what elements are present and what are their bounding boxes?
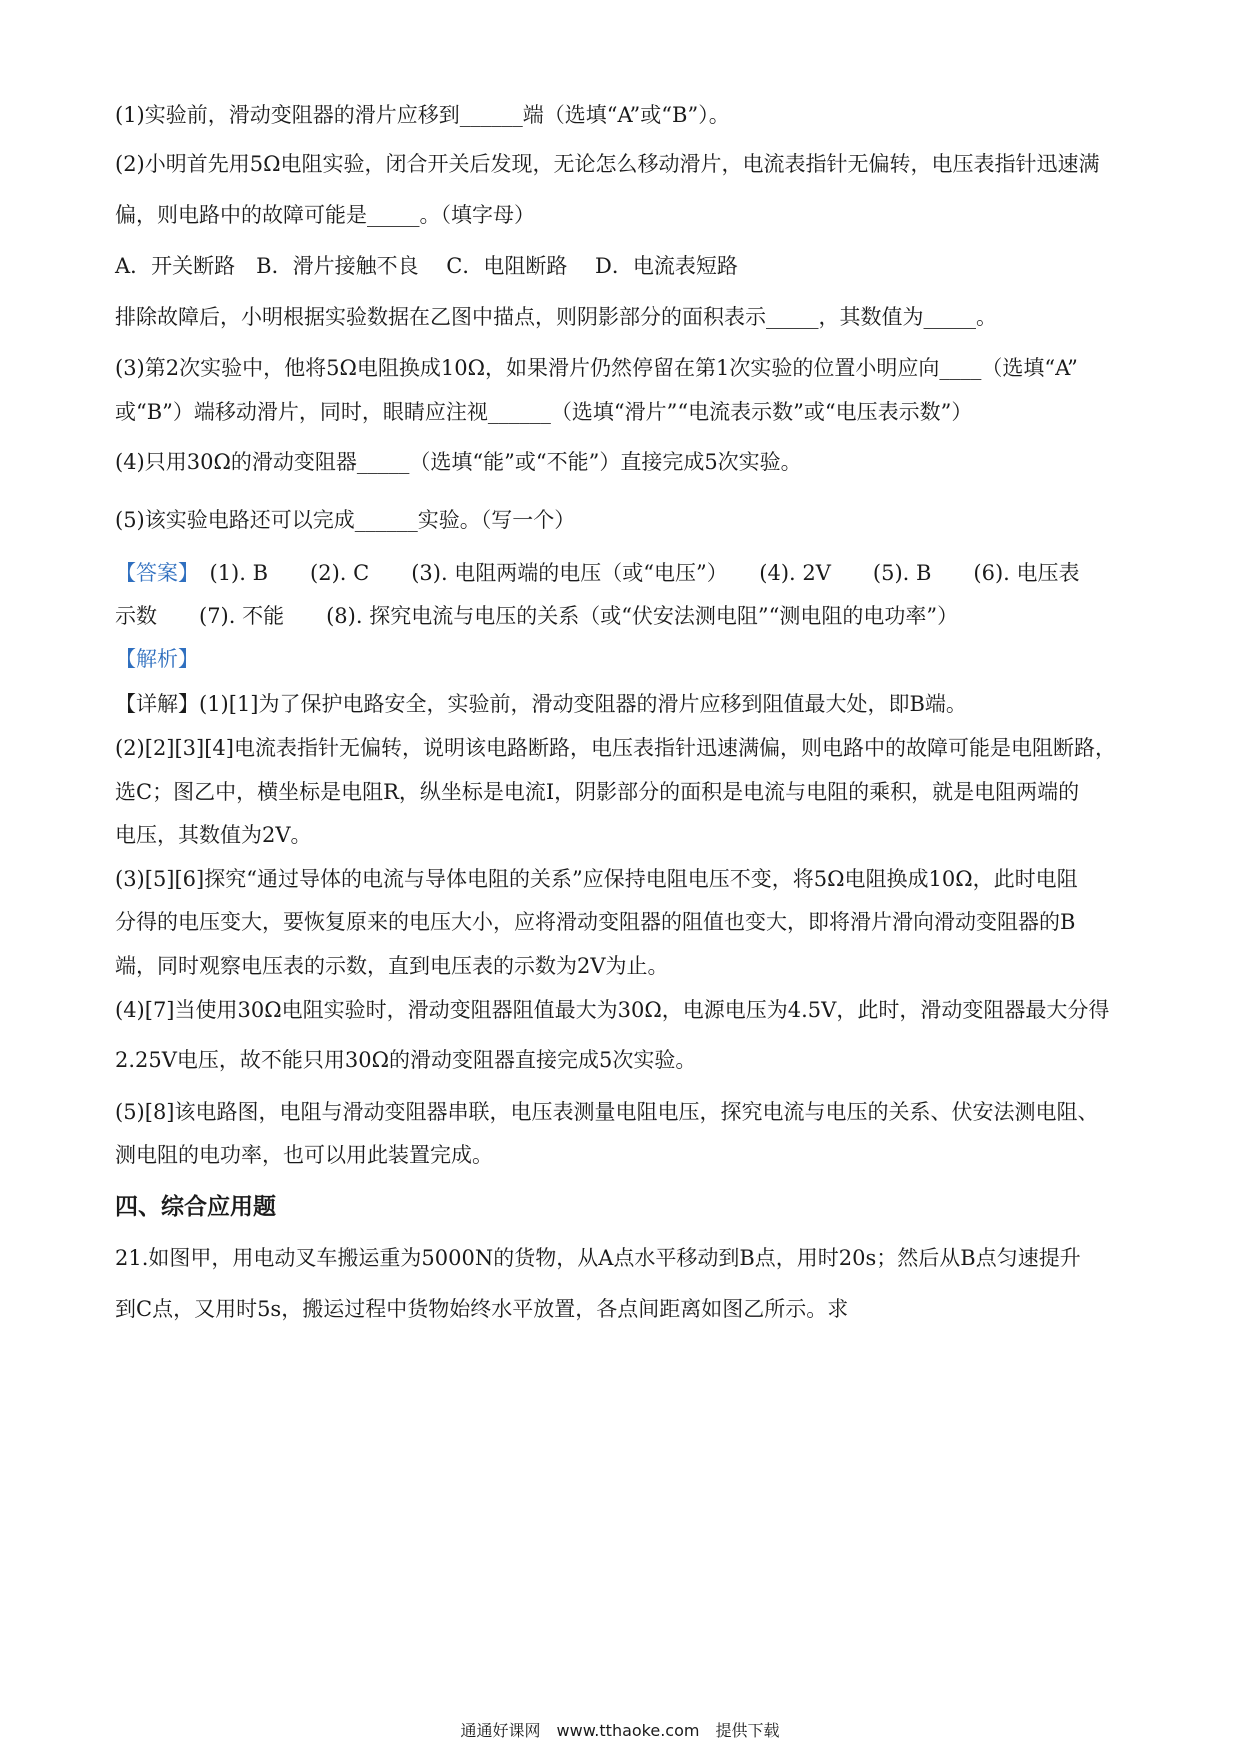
answer-line-2: 示数 (7). 不能 (8). 探究电流与电压的关系（或“伏安法测电阻”“测电阻的电功率”）: [115, 604, 959, 628]
question-part-3-line-1: (3)第2次实验中，他将5Ω电阻换成10Ω，如果滑片仍然停留在第1次实验的位置小明应向____（选填“A”: [115, 356, 1078, 380]
question-part-4: (4)只用30Ω的滑动变阻器_____（选填“能”或“不能”）直接完成5次实验。: [115, 450, 802, 474]
detail-line-11: 测电阻的电功率，也可以用此装置完成。: [115, 1143, 493, 1167]
detail-label: 【详解】: [115, 692, 199, 716]
detail-line-8: (4)[7]当使用30Ω电阻实验时，滑动变阻器阻值最大为30Ω，电源电压为4.5V，此时，滑动变阻器最大分得: [115, 998, 1110, 1022]
detail-line-3: 选C；图乙中，横坐标是电阻R，纵坐标是电流I，阴影部分的面积是电流与电阻的乘积，就是电阻两端的: [115, 780, 1080, 804]
detail-line-7: 端，同时观察电压表的示数，直到电压表的示数为2V为止。: [115, 954, 669, 978]
question-part-3-line-2: 或“B”）端移动滑片，同时，眼睛应注视______（选填“滑片”“电流表示数”或“电压表示数”）: [115, 400, 973, 424]
analysis-label: 【解析】: [115, 647, 199, 671]
question-21-line-2: 到C点，又用时5s，搬运过程中货物始终水平放置，各点间距离如图乙所示。求: [115, 1297, 849, 1321]
detail-line-6: 分得的电压变大，要恢复原来的电压大小，应将滑动变阻器的阻值也变大，即将滑片滑向滑动变阻器的B: [115, 910, 1076, 934]
detail-line-10: (5)[8]该电路图，电阻与滑动变阻器串联，电压表测量电阻电压，探究电流与电压的关系、伏安法测电阻、: [115, 1100, 1099, 1124]
detail-line-2: (2)[2][3][4]电流表指针无偏转，说明该电路断路，电压表指针迅速满偏，则电路中的故障可能是电阻断路，: [115, 736, 1116, 760]
choice-options: A．开关断路 B．滑片接触不良 C．电阻断路 D．电流表短路: [115, 254, 738, 278]
detail-line-1: [115, 689, 1130, 719]
page-footer: 通通好课网 www.tthaoke.com 提供下载: [460, 1721, 780, 1740]
question-part-5: (5)该实验电路还可以完成______实验。（写一个）: [115, 508, 576, 532]
section-heading: 四、综合应用题: [115, 1193, 276, 1220]
answer-text-1: (1). B (2). C (3). 电阻两端的电压（或“电压”） (4). 2V (5). B (6). 电压表: [188, 561, 1080, 585]
question-part-2-line-2: 偏，则电路中的故障可能是_____。（填字母）: [115, 203, 535, 227]
question-part-1: (1)实验前，滑动变阻器的滑片应移到______端（选填“A”或“B”）。: [115, 103, 730, 127]
detail-line-5: (3)[5][6]探究“通过导体的电流与导体电阻的关系”应保持电阻电压不变，将5Ω电阻换成10Ω，此时电阻: [115, 867, 1078, 891]
detail-text-1: (1)[1]为了保护电路安全，实验前，滑动变阻器的滑片应移到阻值最大处，即B端。: [199, 692, 967, 716]
detail-line-4: 电压，其数值为2V。: [115, 823, 312, 847]
question-21-line-1: 21.如图甲，用电动叉车搬运重为5000N的货物，从A点水平移动到B点，用时20s；然后从B点匀速提升: [115, 1246, 1081, 1270]
answer-line-1: [115, 558, 1130, 588]
question-shaded-area: 排除故障后，小明根据实验数据在乙图中描点，则阴影部分的面积表示_____，其数值为_____。: [115, 305, 997, 329]
detail-line-9: 2.25V电压，故不能只用30Ω的滑动变阻器直接完成5次实验。: [115, 1048, 697, 1072]
question-part-2-line-1: (2)小明首先用5Ω电阻实验，闭合开关后发现，无论怎么移动滑片，电流表指针无偏转，电压表指针迅速满: [115, 152, 1100, 176]
answer-label: 【答案】: [115, 561, 189, 585]
